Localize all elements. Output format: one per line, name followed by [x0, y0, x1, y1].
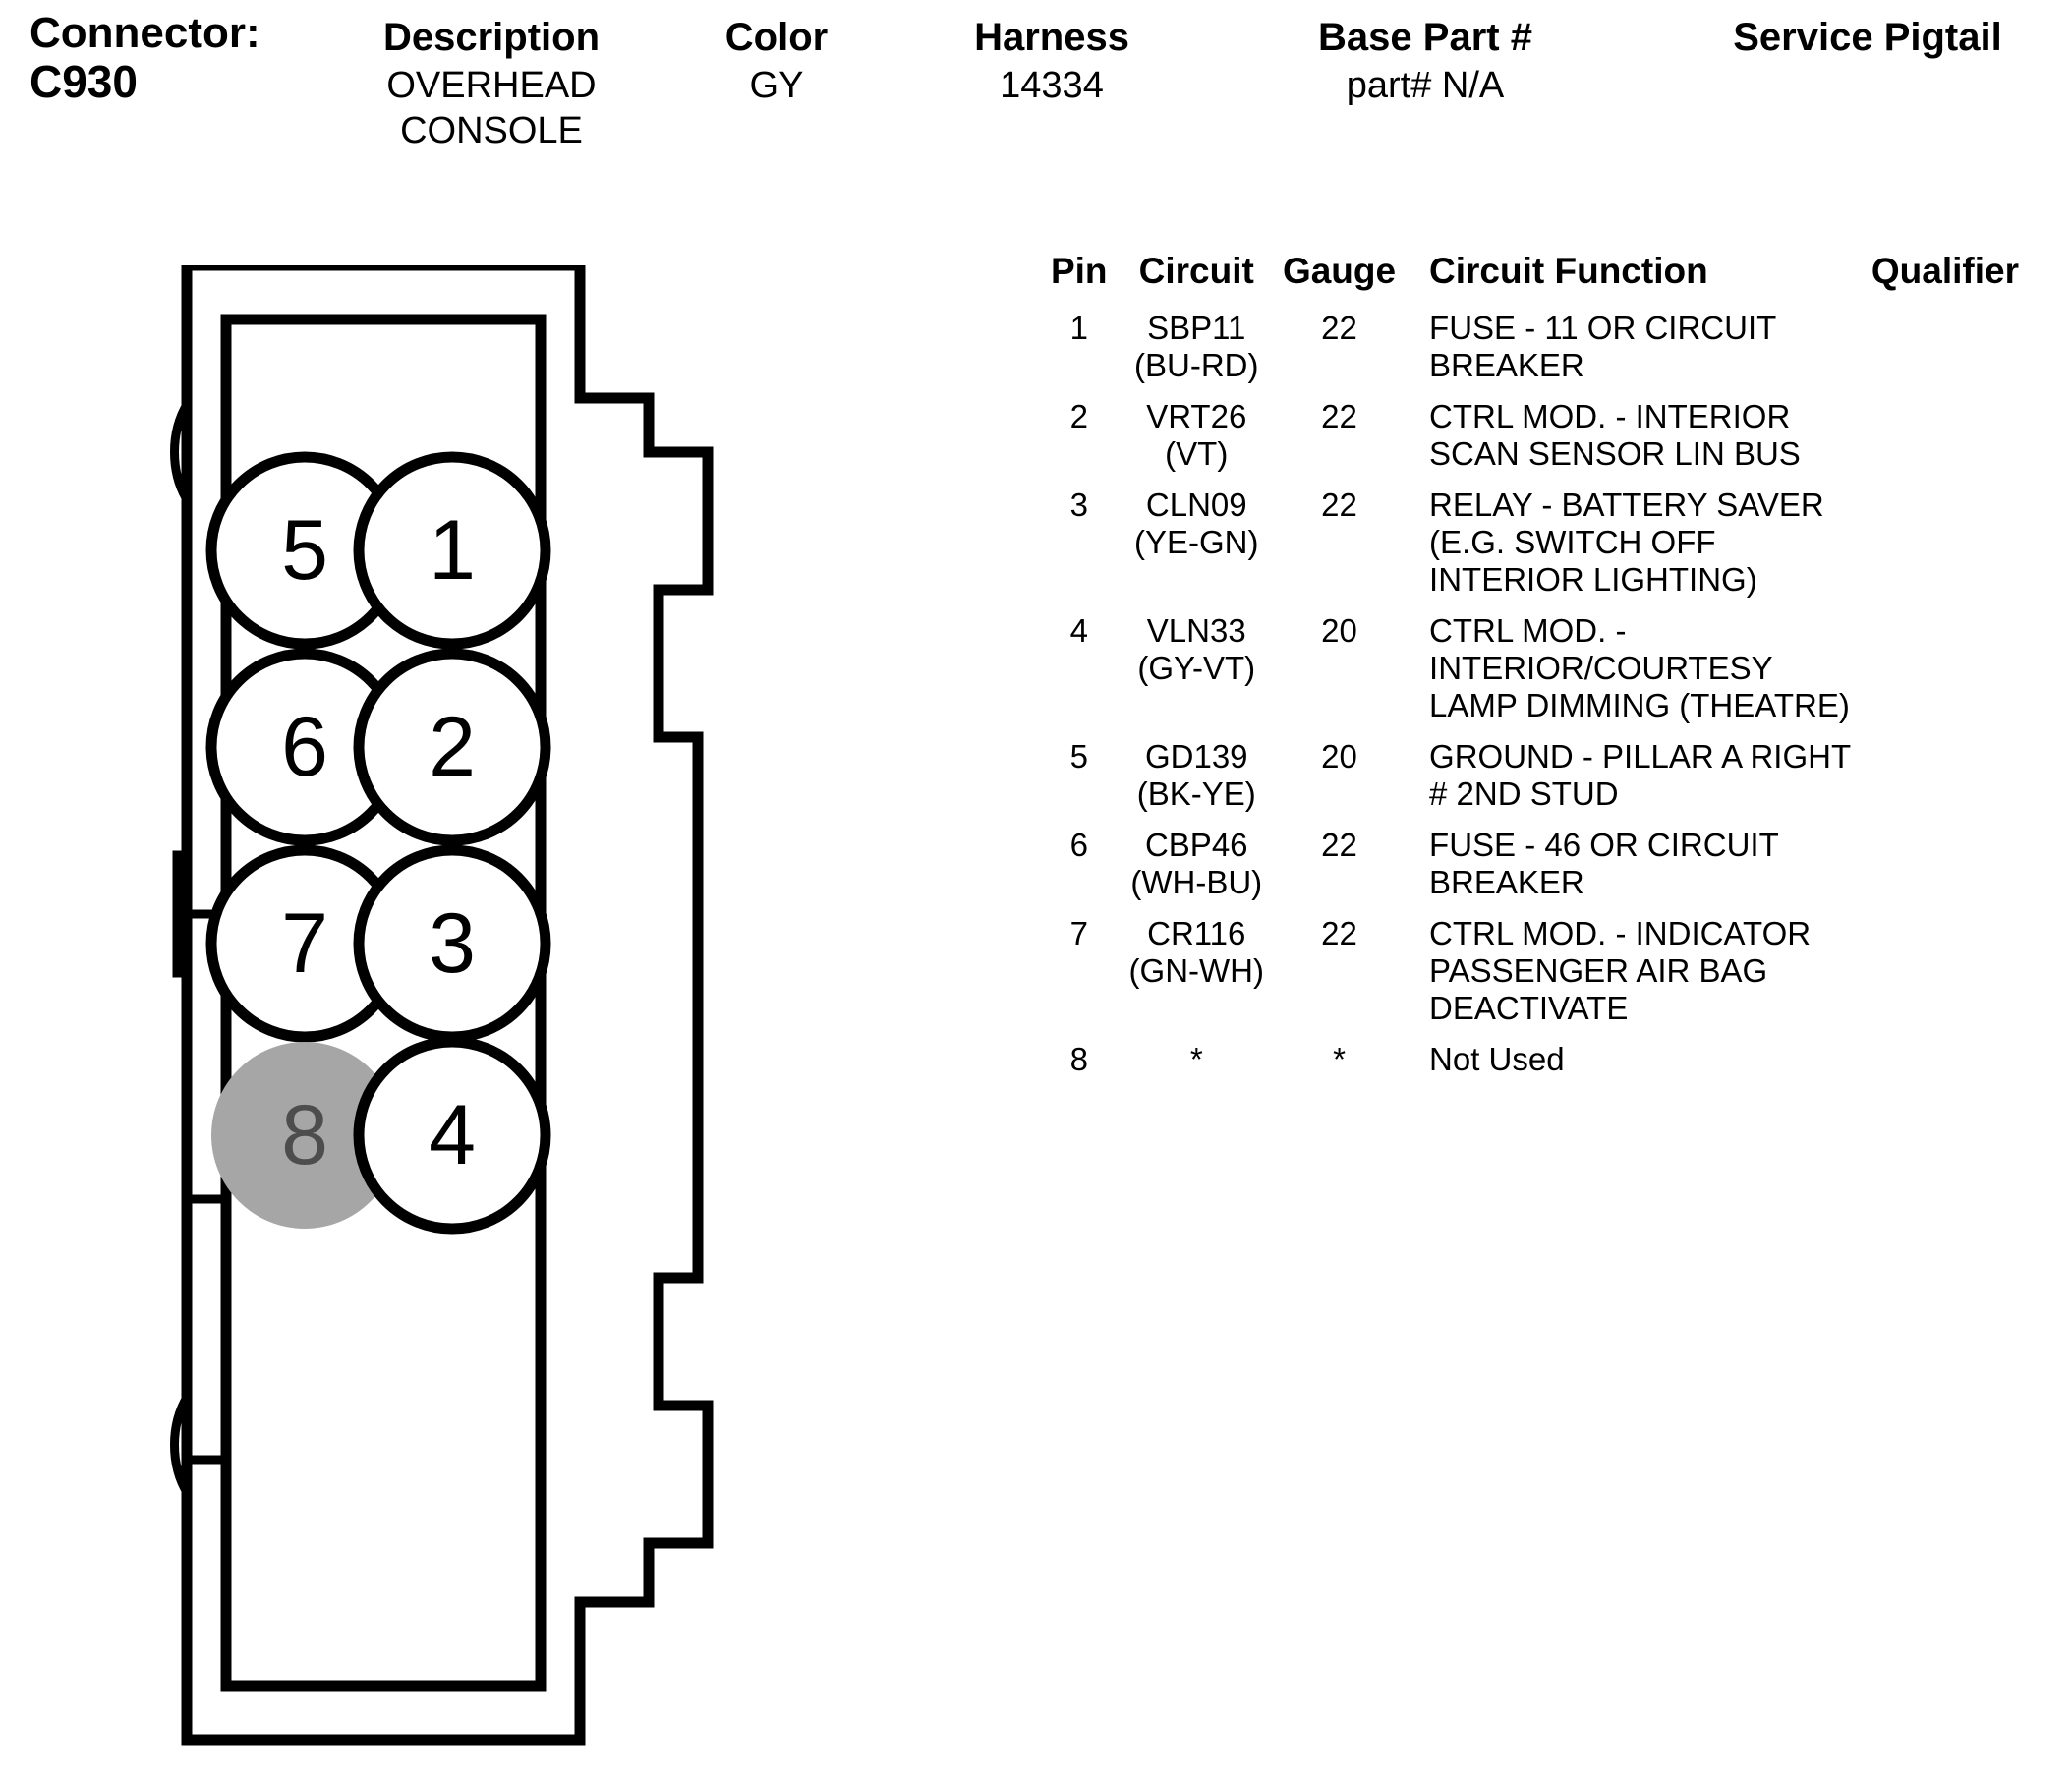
description-value-line2: CONSOLE — [400, 110, 583, 151]
connector-diagram — [138, 265, 904, 1769]
table-row — [1042, 827, 2054, 915]
circuit-name: GD139 — [1144, 738, 1248, 775]
connector-id-block — [29, 8, 260, 107]
table-row — [1042, 487, 2054, 612]
circuit-color: (BU-RD) — [1134, 347, 1259, 383]
cell-gauge: 22 — [1321, 915, 1357, 951]
cell-qualifier — [1852, 915, 2054, 1041]
harness-label: Harness — [974, 16, 1129, 59]
circuit-name: * — [1189, 1041, 1203, 1077]
cell-function: CTRL MOD. - INDICATOR PASSENGER AIR BAG DEACTIVATE — [1429, 915, 1812, 1026]
cell-qualifier — [1852, 398, 2054, 487]
connector-label: Connector: — [29, 9, 260, 57]
cell-circuit — [1117, 827, 1277, 915]
circuit-name: CR116 — [1147, 915, 1246, 951]
circuit-name: CLN09 — [1145, 487, 1247, 523]
cell-function: FUSE - 46 OR CIRCUIT BREAKER — [1429, 827, 1779, 900]
table-row — [1042, 612, 2054, 738]
table-row — [1042, 915, 2054, 1041]
cell-gauge: 20 — [1321, 738, 1357, 775]
cell-gauge: 22 — [1321, 827, 1357, 863]
cell-circuit — [1117, 310, 1277, 398]
header — [0, 0, 2072, 177]
service-pigtail-label: Service Pigtail — [1733, 16, 2002, 59]
cell-qualifier — [1852, 310, 2054, 398]
cell-qualifier — [1852, 738, 2054, 827]
cell-pin: 5 — [1069, 738, 1088, 775]
connector-id: C930 — [29, 56, 138, 107]
harness-block — [924, 12, 1180, 108]
pin-cavity-label-5: 5 — [281, 503, 328, 598]
cell-function: CTRL MOD. - INTERIOR/COURTESY LAMP DIMMING (THEATRE) — [1429, 612, 1850, 723]
cell-qualifier — [1852, 487, 2054, 612]
cell-function: CTRL MOD. - INTERIOR SCAN SENSOR LIN BUS — [1429, 398, 1801, 472]
cell-circuit — [1117, 487, 1277, 612]
cell-pin: 1 — [1069, 310, 1088, 346]
harness-value: 14334 — [1000, 65, 1104, 106]
table-row — [1042, 738, 2054, 827]
column-header-gauge: Gauge — [1282, 251, 1397, 291]
color-block — [678, 12, 875, 108]
column-header-pin: Pin — [1050, 251, 1108, 291]
cell-function: GROUND - PILLAR A RIGHT # 2ND STUD — [1429, 738, 1851, 812]
pin-cavity-label-4: 4 — [429, 1088, 476, 1182]
circuit-name: CBP46 — [1144, 827, 1248, 863]
pin-table — [1042, 251, 2054, 1092]
color-label: Color — [724, 16, 829, 59]
cell-pin: 4 — [1069, 612, 1088, 649]
circuit-color: (VT) — [1165, 435, 1229, 472]
cell-circuit — [1117, 1041, 1277, 1092]
circuit-color: (GN-WH) — [1128, 952, 1264, 989]
cell-pin: 7 — [1069, 915, 1088, 951]
column-header-function: Circuit Function — [1429, 251, 1708, 291]
cell-gauge: 22 — [1321, 310, 1357, 346]
cell-circuit — [1117, 915, 1277, 1041]
table-body — [1042, 310, 2054, 1092]
circuit-name: SBP11 — [1147, 310, 1246, 346]
cell-qualifier — [1852, 612, 2054, 738]
description-value-line1: OVERHEAD — [386, 65, 597, 106]
table-row — [1042, 398, 2054, 487]
pin-cavity-label-6: 6 — [281, 700, 328, 794]
cell-pin: 2 — [1069, 398, 1088, 434]
cell-qualifier — [1852, 1041, 2054, 1092]
column-header-circuit: Circuit — [1138, 251, 1254, 291]
description-label: Description — [382, 16, 601, 59]
cell-gauge: 20 — [1321, 612, 1357, 649]
table-row — [1042, 1041, 2054, 1092]
table-header-row — [1042, 251, 2054, 310]
base-part-label: Base Part # — [1318, 16, 1532, 59]
circuit-name: VRT26 — [1146, 398, 1247, 434]
pin-cavity-label-8: 8 — [281, 1088, 328, 1182]
pin-cavity-label-3: 3 — [429, 896, 476, 991]
cell-pin: 8 — [1069, 1041, 1088, 1077]
cell-pin: 6 — [1069, 827, 1088, 863]
cell-gauge: * — [1333, 1041, 1346, 1077]
base-part-block — [1268, 12, 1583, 108]
cell-function: Not Used — [1429, 1041, 1565, 1077]
pin-cavity-label-7: 7 — [281, 896, 328, 991]
cell-gauge: 22 — [1321, 487, 1357, 523]
circuit-name: VLN33 — [1146, 612, 1246, 649]
column-header-qualifier: Qualifier — [1871, 251, 2020, 291]
circuit-color: (YE-GN) — [1134, 524, 1259, 560]
cell-function: FUSE - 11 OR CIRCUIT BREAKER — [1429, 310, 1776, 383]
cell-circuit — [1117, 738, 1277, 827]
cell-pin: 3 — [1069, 487, 1088, 523]
color-value: GY — [749, 65, 804, 106]
circuit-color: (WH-BU) — [1130, 864, 1263, 900]
circuit-color: (BK-YE) — [1136, 776, 1256, 812]
pin-cavity-label-1: 1 — [429, 503, 476, 598]
pin-table-element — [1042, 251, 2054, 1092]
cell-circuit — [1117, 612, 1277, 738]
pin-cavity-label-2: 2 — [429, 700, 476, 794]
description-block — [344, 12, 639, 153]
cell-function: RELAY - BATTERY SAVER (E.G. SWITCH OFF INTERIOR LIGHTING) — [1429, 487, 1824, 598]
base-part-value: part# N/A — [1346, 65, 1505, 106]
cell-circuit — [1117, 398, 1277, 487]
service-pigtail-block — [1691, 12, 2044, 63]
cell-qualifier — [1852, 827, 2054, 915]
cell-gauge: 22 — [1321, 398, 1357, 434]
circuit-color: (GY-VT) — [1137, 650, 1256, 686]
table-row — [1042, 310, 2054, 398]
